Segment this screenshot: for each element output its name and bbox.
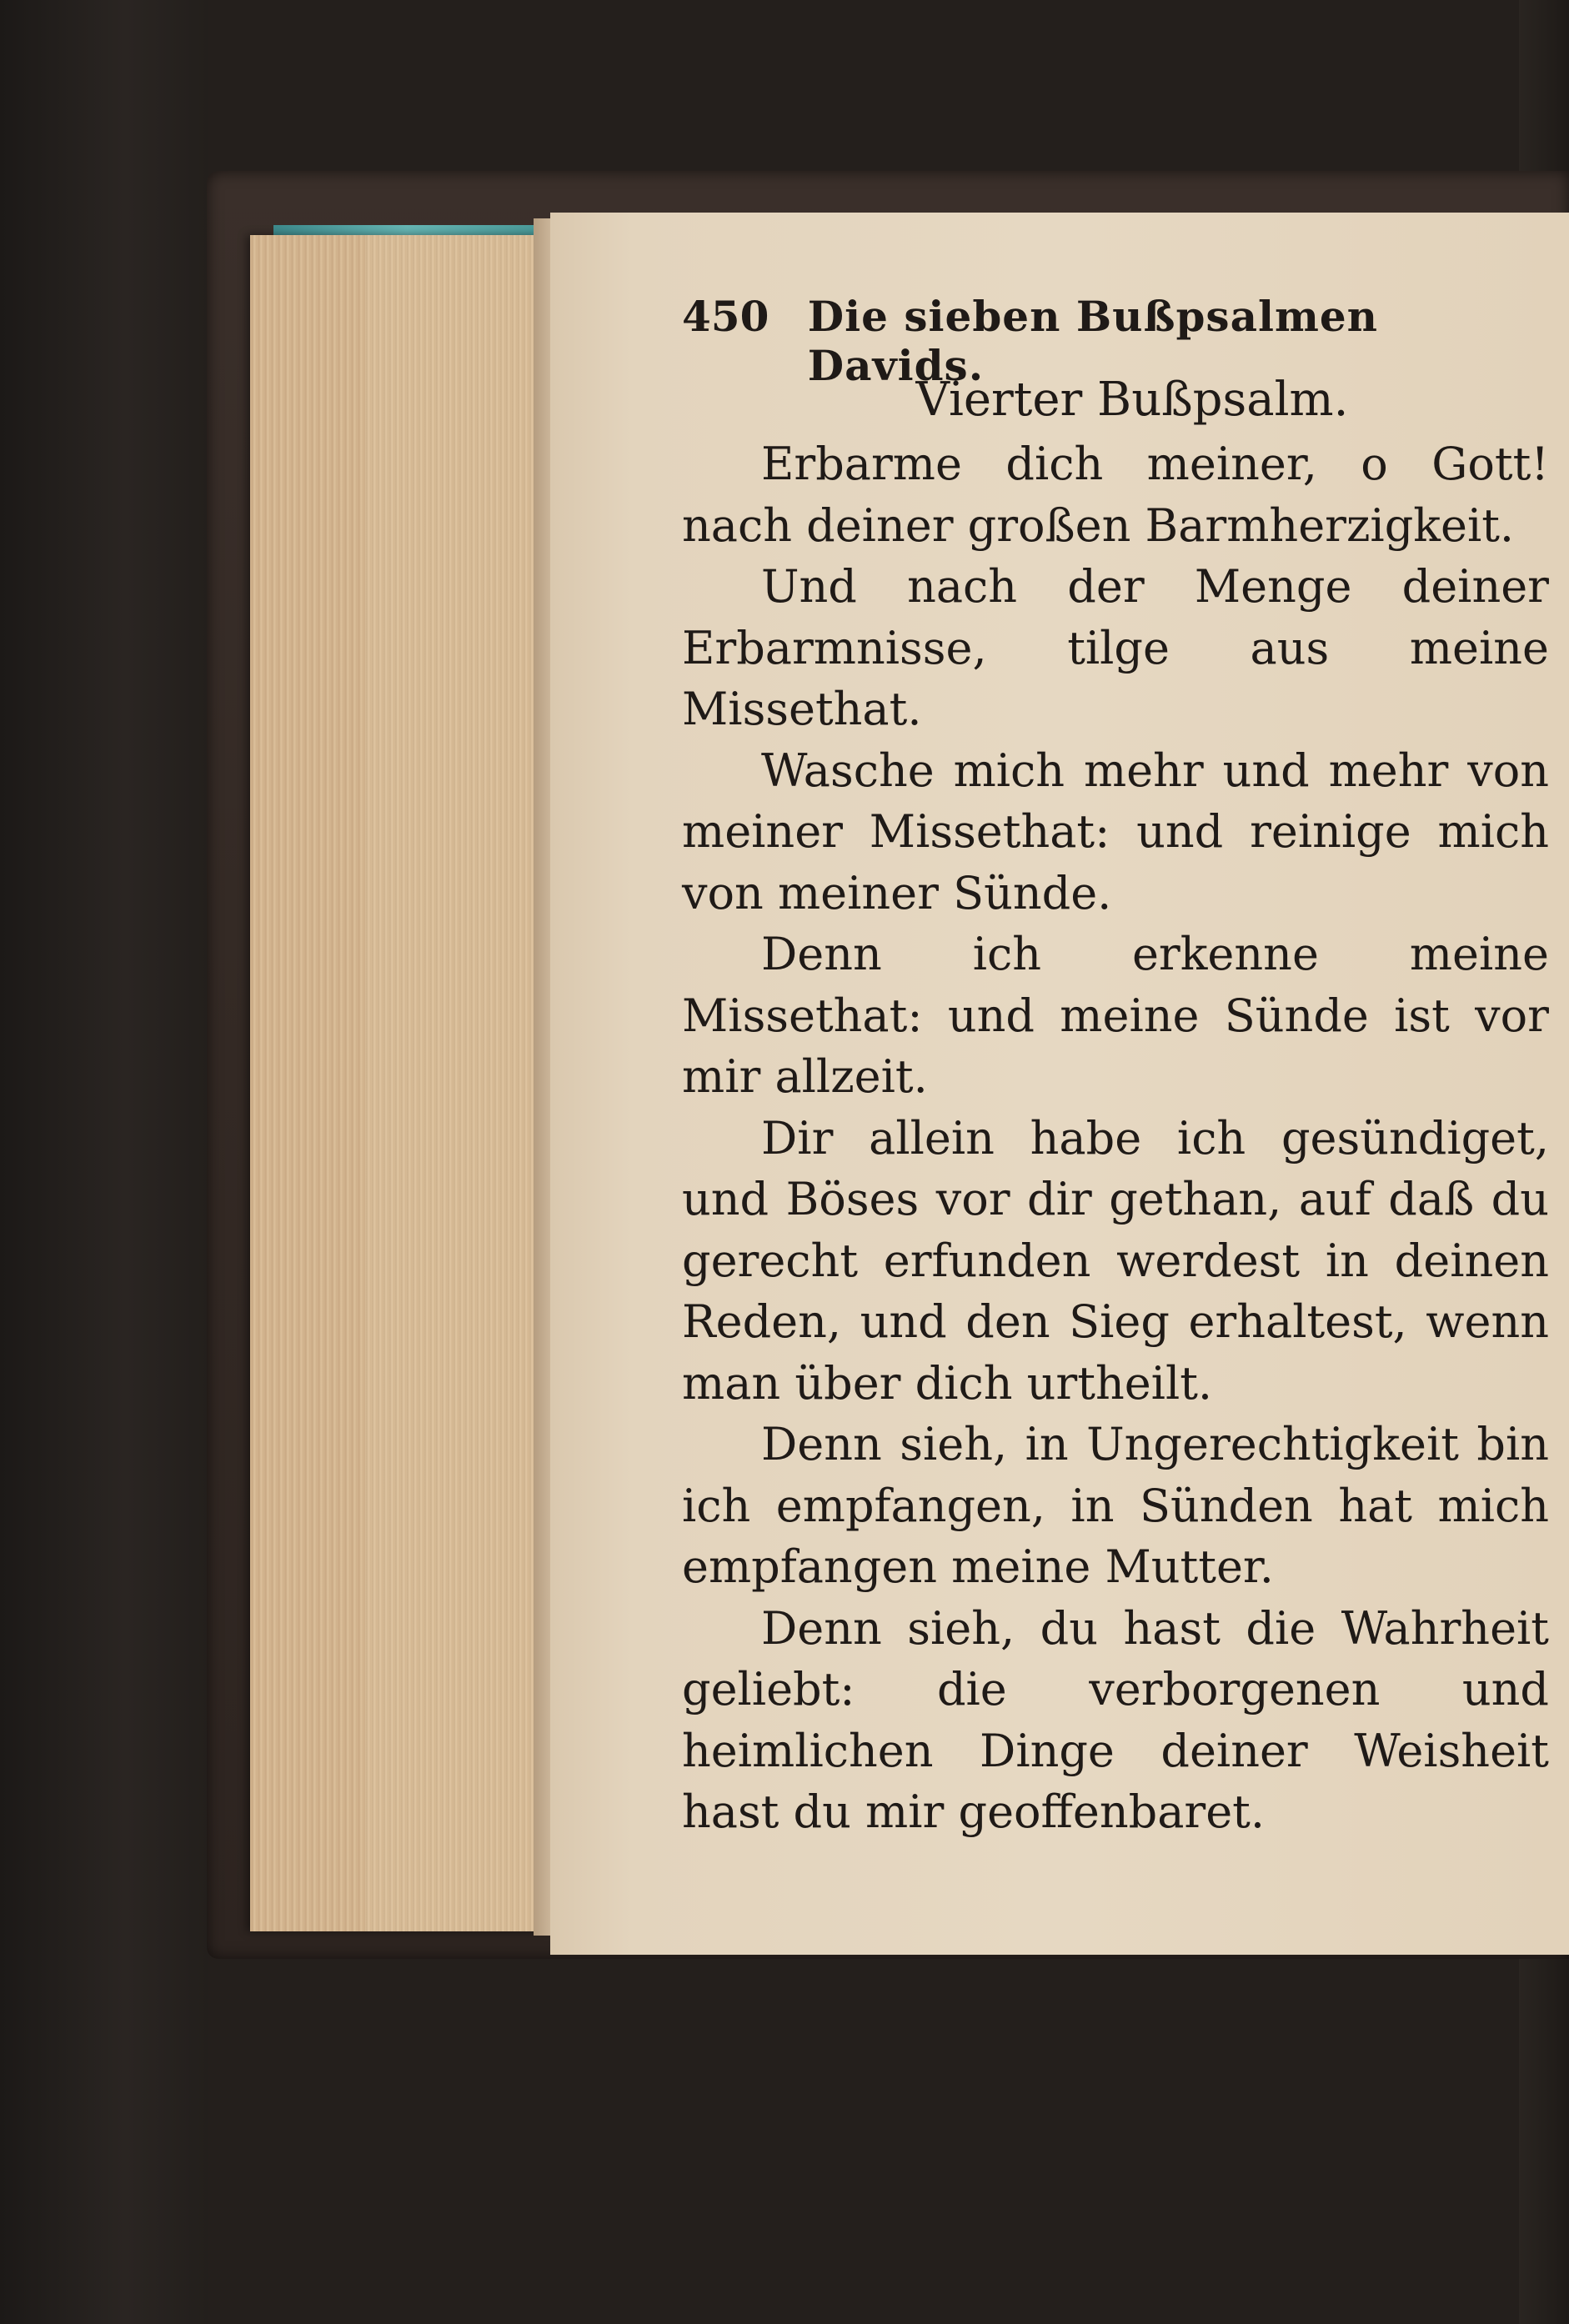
verse: Erbarme dich meiner, o Gott! nach deiner großen Barmherzigkeit. xyxy=(682,438,1549,552)
running-title: Die sieben Bußpsalmen Davids. xyxy=(807,292,1379,390)
background-left xyxy=(0,0,208,2324)
verse: Denn sieh, du hast die Wahrheit geliebt: die verborgenen und heimlichen Dinge deiner Weisheit hast du mir geoffenbaret. xyxy=(682,1601,1549,1838)
verse: Dir allein habe ich gesündiget, und Böses vor dir gethan, auf daß du gerecht erfunden werdest in deinen Reden, und den Sieg erhaltest, wenn man über dich urtheilt. xyxy=(682,1111,1549,1410)
page-number: 450 xyxy=(682,292,769,341)
verse: Und nach der Menge deiner Erbarmnisse, tilge aus meine Missethat. xyxy=(682,560,1549,735)
verse: Denn ich erkenne meine Missethat: und meine Sünde ist vor mir allzeit. xyxy=(682,928,1549,1103)
page-header xyxy=(682,292,1549,390)
page-content xyxy=(682,292,1549,1843)
verse: Wasche mich mehr und mehr von meiner Missethat: und reinige mich von meiner Sünde. xyxy=(682,744,1549,919)
page-stack-inner xyxy=(365,235,540,1931)
verse: Denn sieh, in Ungerechtigkeit bin ich empfangen, in Sünden hat mich empfangen meine Mutter. xyxy=(682,1418,1549,1593)
psalm-title: Vierter Bußpsalm. xyxy=(915,373,1349,427)
